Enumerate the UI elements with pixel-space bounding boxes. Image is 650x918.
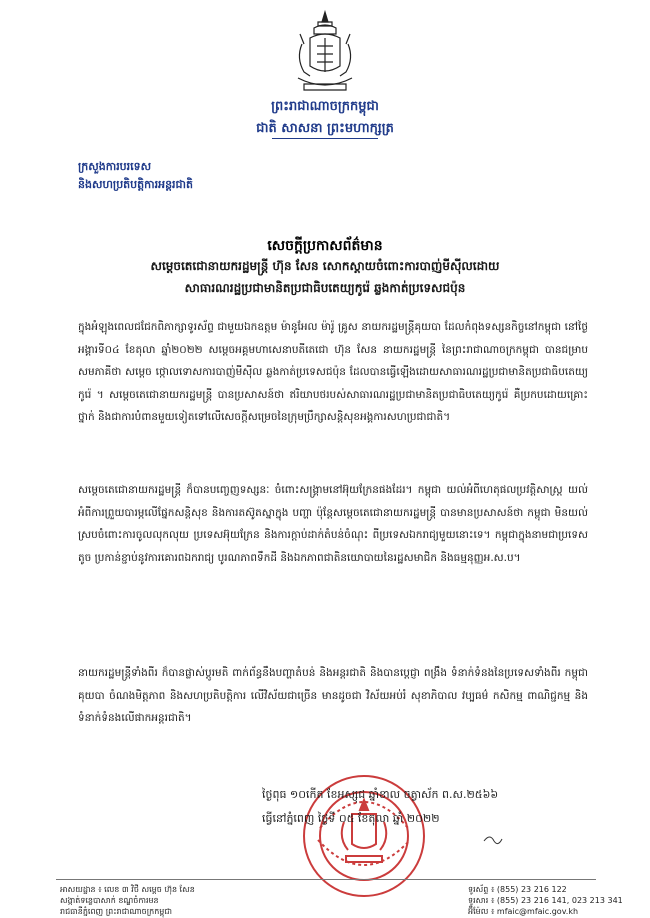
body-paragraph-1: ក្នុងអំឡុងពេលជជែកពិភាក្សាទូរស័ព្ទ ជាមួយឯកឧត្តម ម៉ានូអែល ម៉ារ៉ូ គ្រូស នាយករដ្ឋមន្ត្រីគុយបា ដែលកំពុងទស្សនកិច្ចនៅកម្ពុជា នៅថ្ងៃអង្គារទី០៤ ខែតុលា ឆ្នាំ២០២២ សម្តេចអគ្គមហាសេនាបតីតេជោ ហ៊ុន សែន នាយករដ្ឋមន្ត្រី នៃព្រះរាជាណាចក្រកម្ពុជា បានជម្រាបសមភាគីថា សម្តេច ថ្កោលទោសការបាញ់មីស៊ីល ឆ្លងកាត់ប្រទេសជប៉ុន ដែលបានធ្វើឡើងដោយសាធារណរដ្ឋប្រជាមានិតប្រជាធិបតេយ្យកូរ៉េ ។ សម្តេចតេជោនាយករដ្ឋមន្ត្រី បានប្រសាសន៍ថា ឥរិយាបថរបស់សាធារណរដ្ឋប្រជាមានិតប្រជាធិបតេយ្យកូរ៉េ គឺប្រកបដោយគ្រោះថ្នាក់ និងជាការបំពានមួយទៀតទៅលើសេចក្តីសម្រេចនៃក្រុមប្រឹក្សាសន្តិសុខអង្គការសហប្រជាជាតិ។ bbox=[78, 321, 588, 423]
body-paragraph-3: នាយករដ្ឋមន្ត្រីទាំងពីរ ក៏បានផ្លាស់ប្តូរមតិ ពាក់ព័ន្ធនឹងបញ្ហាតំបន់ និងអន្តរជាតិ និងបានប្តេជ្ញា ពង្រឹង ទំនាក់ទំនងនៃប្រទេសទាំងពីរ កម្ពុជា គុយបា ចំណងមិត្តភាព និងសហប្រតិបត្តិការ លើវិស័យជាច្រើន មានដូចជា វិស័យអប់រំ សុខាភិបាល វប្បធម៌ កសិកម្ម ពាណិជ្ជកម្ម និងទំនាក់ទំនងលើផាកអន្តរជាតិ។ bbox=[78, 667, 588, 724]
footer-address-line2: សង្កាត់ទន្លេបាសាក់ ខណ្ឌចំការមន bbox=[60, 896, 159, 905]
press-release-subtitle-line2: សាធារណរដ្ឋប្រជាមានិតប្រជាធិបតេយ្យកូរ៉េ ឆ្លងកាត់ប្រទេសជប៉ុន bbox=[184, 281, 466, 295]
press-release-subtitle-line1: សម្តេចតេជោនាយករដ្ឋមន្ត្រី ហ៊ុន សែន សោកស្តាយចំពោះការបាញ់មីស៊ីលដោយ bbox=[150, 259, 500, 273]
press-release-title: សេចក្តីប្រកាសព័ត៌មាន bbox=[267, 238, 383, 254]
footer-email: អ៊ីម៉ែល ៖ mfaic@mfaic.gov.kh bbox=[468, 907, 579, 916]
header-divider bbox=[272, 138, 378, 139]
footer-address-line1: អាសយដ្ឋាន ៖ លេខ ៣ វិថី សម្តេច ហ៊ុន សែន bbox=[60, 885, 195, 894]
footer-address-line3: រាជធានីភ្នំពេញ ព្រះរាជាណាចក្រកម្ពុជា bbox=[60, 907, 172, 916]
footer-phone: ទូរស័ព្ទ ៖ (855) 23 216 122 bbox=[468, 885, 567, 894]
body-paragraph-2: សម្តេចតេជោនាយករដ្ឋមន្ត្រី ក៏បានបញ្ចេញទស្សនៈ ចំពោះសង្គ្រាមនៅអ៊ុយក្រែនផងដែរ។ កម្ពុជា យល់អំពីហេតុផលប្រវត្តិសាស្ត្រ យល់អំពីការព្រួយបារម្ភលើផ្នែកសន្តិសុខ និងការតស៊ូតស្នាក្នុង បញ្ហា ប៉ុន្តែសម្តេចតេជោនាយករដ្ឋមន្ត្រី បានមានប្រសាសន៍ថា កម្ពុជា មិនយល់ស្របចំពោះការចូលលុកលុយ ប្រទេសអ៊ុយក្រែន និងការក្តាប់ដាក់តំបន់ចំណុះ ពីប្រទេសឯករាជ្យមួយនោះទេ។ កម្ពុជាក្នុងនាមជាប្រទេសតូច ប្រកាន់ខ្ជាប់នូវការគោរពឯករាជ្យ បូរណភាពទឹកដី និងឯកភាពជាតិនយោបាយនៃរដ្ឋសមាជិក និងធម្មនុញ្ញអ.ស.ប។ bbox=[78, 484, 588, 564]
footer-divider bbox=[56, 879, 596, 880]
ministry-name: ក្រសួងការបរទេស bbox=[78, 160, 152, 173]
signature-mark-icon bbox=[482, 831, 562, 845]
issue-date: ធ្វើនៅភ្នំពេញ ថ្ងៃទី ០៥ ខែតុលា ឆ្នាំ ២០២២ bbox=[262, 812, 440, 825]
lunar-date: ថ្ងៃពុធ ១០កើត ខែអស្សុជ ឆ្នាំខាល ចត្វាស័ក ព.ស.២៥៦៦ bbox=[262, 788, 499, 801]
kingdom-heading: ព្រះរាជាណាចក្រកម្ពុជា bbox=[271, 99, 379, 114]
footer-fax: ទូរសារ ៖ (855) 23 216 141, 023 213 341 bbox=[468, 896, 623, 905]
royal-emblem-icon bbox=[290, 8, 360, 98]
ministry-subname: និងសហប្រតិបត្តិការអន្តរជាតិ bbox=[78, 178, 193, 191]
national-motto: ជាតិ សាសនា ព្រះមហាក្សត្រ bbox=[256, 121, 394, 136]
